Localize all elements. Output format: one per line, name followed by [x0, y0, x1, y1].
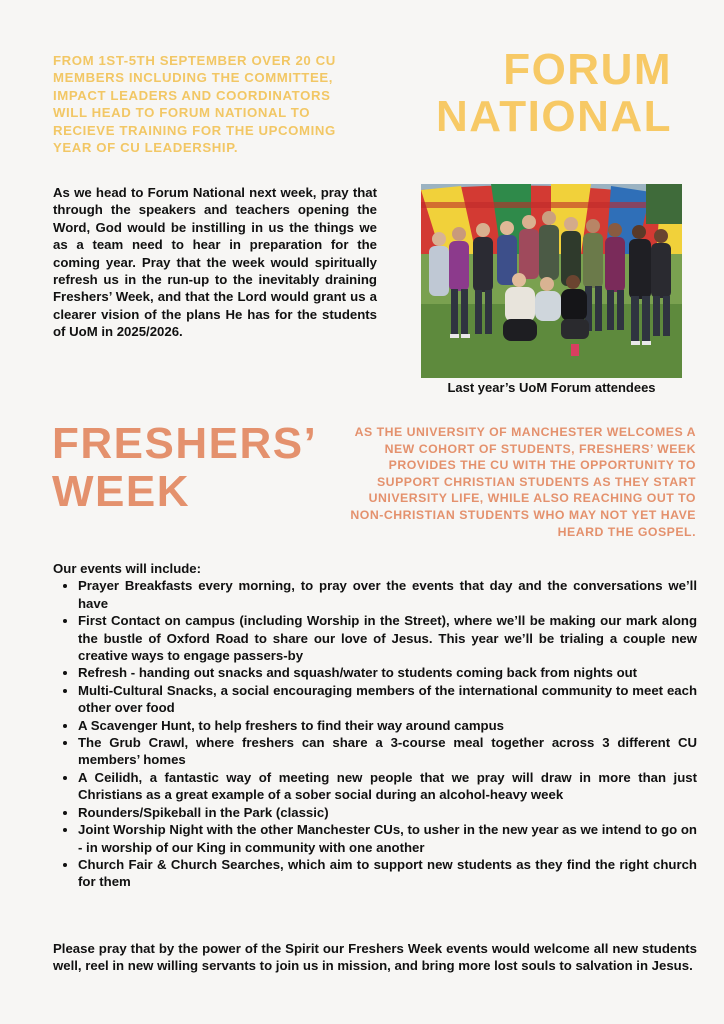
list-item: • A Scavenger Hunt, to help freshers to find their way around campus	[78, 717, 697, 734]
group-photo-illustration	[421, 184, 682, 378]
events-heading: Our events will include:	[53, 561, 202, 576]
forum-intro: FROM 1ST-5TH SEPTEMBER OVER 20 CU MEMBERS INCLUDING THE COMMITTEE, IMPACT LEADERS AND COORDINATORS WILL HEAD TO FORUM NATIONAL TO RECIEVE TRAINING FOR THE UPCOMING YEAR OF CU LEADERSHIP.	[53, 53, 336, 156]
freshers-title-line2: WEEK	[52, 467, 190, 516]
photo-caption: Last year’s UoM Forum attendees	[447, 380, 656, 395]
list-item: • Rounders/Spikeball in the Park (classic)	[78, 804, 697, 821]
forum-prayer-text: As we head to Forum National next week, pray that through the speakers and teachers opening the Word, God would be instilling in us the things we as a team need to hear in preparation for the coming year. Pray that the week would spiritually refresh us in the run-up to the inevitably draining Freshers’ Week, and that the Lord would grant us a clearer vision of the plans He has for the students of UoM in 2025/2026.	[53, 185, 377, 340]
list-item: • The Grub Crawl, where freshers can share a 3-course meal together across 3 different CU members’ homes	[78, 734, 697, 769]
forum-group-photo	[421, 184, 682, 378]
list-item: • First Contact on campus (including Worship in the Street), where we’ll be making our mark along the bustle of Oxford Road to share our love of Jesus. This year we’ll be trialing a couple new creative ways to engage passers-by	[78, 612, 697, 664]
events-section	[53, 560, 697, 891]
freshers-title	[52, 420, 332, 516]
list-item: • Multi-Cultural Snacks, a social encouraging members of the international community to meet each other over food	[78, 682, 697, 717]
list-item: • Refresh - handing out snacks and squash/water to students coming back from nights out	[78, 664, 697, 681]
list-item: • Joint Worship Night with the other Manchester CUs, to usher in the new year as we intend to go on - in worship of our King in community with one another	[78, 821, 697, 856]
freshers-description: AS THE UNIVERSITY OF MANCHESTER WELCOMES A NEW COHORT OF STUDENTS, FRESHERS’ WEEK PROVIDES THE CU WITH THE OPPORTUNITY TO SUPPORT CHRISTIAN STUDENTS AS THEY START UNIVERSITY LIFE, WHILE ALSO REACHING OUT TO NON-CHRISTIAN STUDENTS WHO MAY NOT YET HAVE HEARD THE GOSPEL.	[350, 425, 696, 539]
list-item: • Church Fair & Church Searches, which aim to support new students as they find the right church for them	[78, 856, 697, 891]
events-list	[53, 577, 697, 890]
list-item: • Prayer Breakfasts every morning, to pray over the events that day and the conversations we’ll have	[78, 577, 697, 612]
closing-prayer-text: Please pray that by the power of the Spirit our Freshers Week events would welcome all new students well, reel in new willing servants to join us in mission, and bring more lost souls to salvation in Jesus.	[53, 941, 697, 974]
forum-title	[372, 46, 672, 140]
freshers-title-line1: FRESHERS’	[52, 419, 318, 468]
forum-title-line1: FORUM	[503, 45, 672, 94]
forum-title-line2: NATIONAL	[435, 92, 672, 141]
list-item: • A Ceilidh, a fantastic way of meeting new people that we pray will draw in more than just Christians as a great example of a sober social during an alcohol-heavy week	[78, 769, 697, 804]
